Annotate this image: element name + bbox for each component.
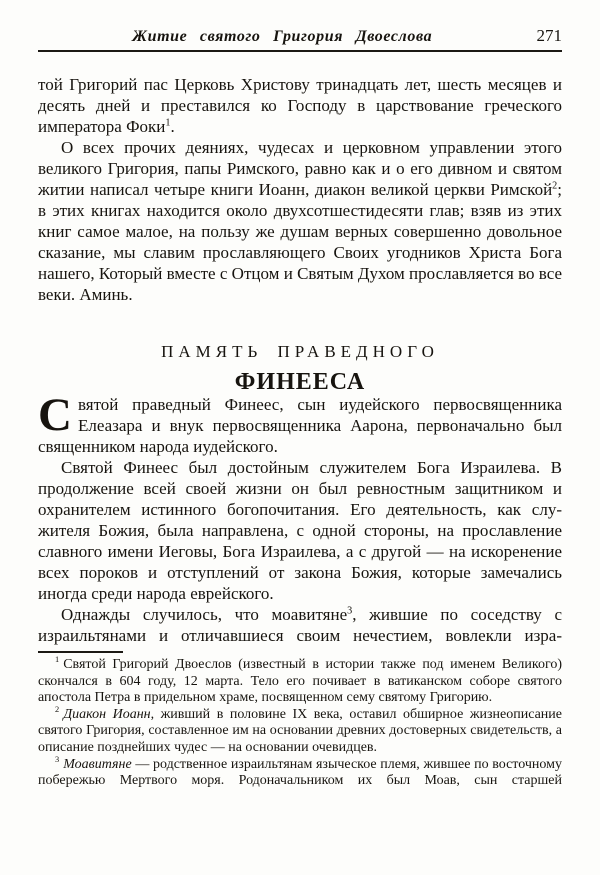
- footnote: [38, 707, 562, 757]
- section-heading: [38, 343, 562, 394]
- footnote-text: Диакон Иоанн, живший в половине IX века, оставил обширное жизнеописание святого Григория, составленное им на основании древних достоверных свидетельств, а описание позднейших чудес — на основании очевидцев.: [38, 706, 562, 755]
- footnote-marker: 3: [55, 754, 60, 764]
- header-rule: [38, 50, 562, 52]
- page-header: [38, 26, 562, 47]
- paragraph: Однажды случилось, что моавитяне$^3$, жившие по соседству с израильтянами и отличавшиеся своим нечестием, вовлекли изра-: [38, 605, 562, 645]
- page-number: 271: [536, 26, 562, 45]
- paragraph-continuation: той Григорий пас Церковь Христову тринадцать лет, шесть месяцев и десять дней и преставился ко Господу в царствование греческого императора Фоки$^1$.: [38, 75, 562, 136]
- footnote-text: Моавитяне — родственное израильтянам языческое племя, жившее по восточному побережью Мертвого моря. Родоначальником их был Моав, сын старшей: [38, 756, 562, 789]
- running-title: Житие святого Григория Двоеслова: [132, 28, 433, 45]
- drop-cap: С: [38, 389, 72, 441]
- footnote: [38, 754, 562, 790]
- paragraph: О всех прочих деяниях, чудесах и церковном управлении этого великого Григория, папы Римского, равно как и о его дивном и святом житии написал четыре книги Иоанн, диакон великой церкви Римской$^2$; в этих книгах находится около двухсотшестидесяти глав; взяв из этих книг самое малое, на пользу же душам верных совершенно довольное сказание, мы славим прославляющего Своих угодников Христа Бога нашего, Который вместе с Отцом и Святым Духом прославляется во все веки. Аминь.: [38, 138, 562, 304]
- footnote-marker: 2: [55, 705, 60, 715]
- paragraph: Святой Финеес был достойным служителем Бога Израилева. В продолжение всей своей жизни он был ревностным защитником и охранителем истинного богопочитания. Его деятельность, как служителя Божия, была направлена, с одной стороны, на прославление славного имени Иеговы, Бога Израилева, а с другой — на искоренение всех пороков и отступлений от закона Божия, которые замечались иногда среди народа еврейского.: [38, 458, 562, 603]
- section-heading-line1: ПАМЯТЬ ПРАВЕДНОГО: [161, 342, 439, 361]
- footnotes: [38, 657, 562, 790]
- footnote-text: Святой Григорий Двоеслов (известный в истории также под именем Великого) скончался в 604 году, 12 марта. Тело его почивает в ватиканском соборе святого апостола Петра в придельном храме, посвященном сему святому Григорию.: [38, 657, 562, 706]
- paragraph-dropcap: [38, 389, 562, 457]
- body-text: [38, 74, 562, 646]
- footnote: [38, 657, 562, 707]
- section-heading-line2: ФИНЕЕСА: [234, 369, 366, 395]
- footnote-separator: [38, 651, 123, 653]
- footnote-marker: 1: [55, 655, 60, 665]
- paragraph-text: вятой праведный Финеес, сын иудейского первосвященника Елеазара и внук первосвященника Аарона, первоначально был священником народа иудейского.: [38, 395, 562, 456]
